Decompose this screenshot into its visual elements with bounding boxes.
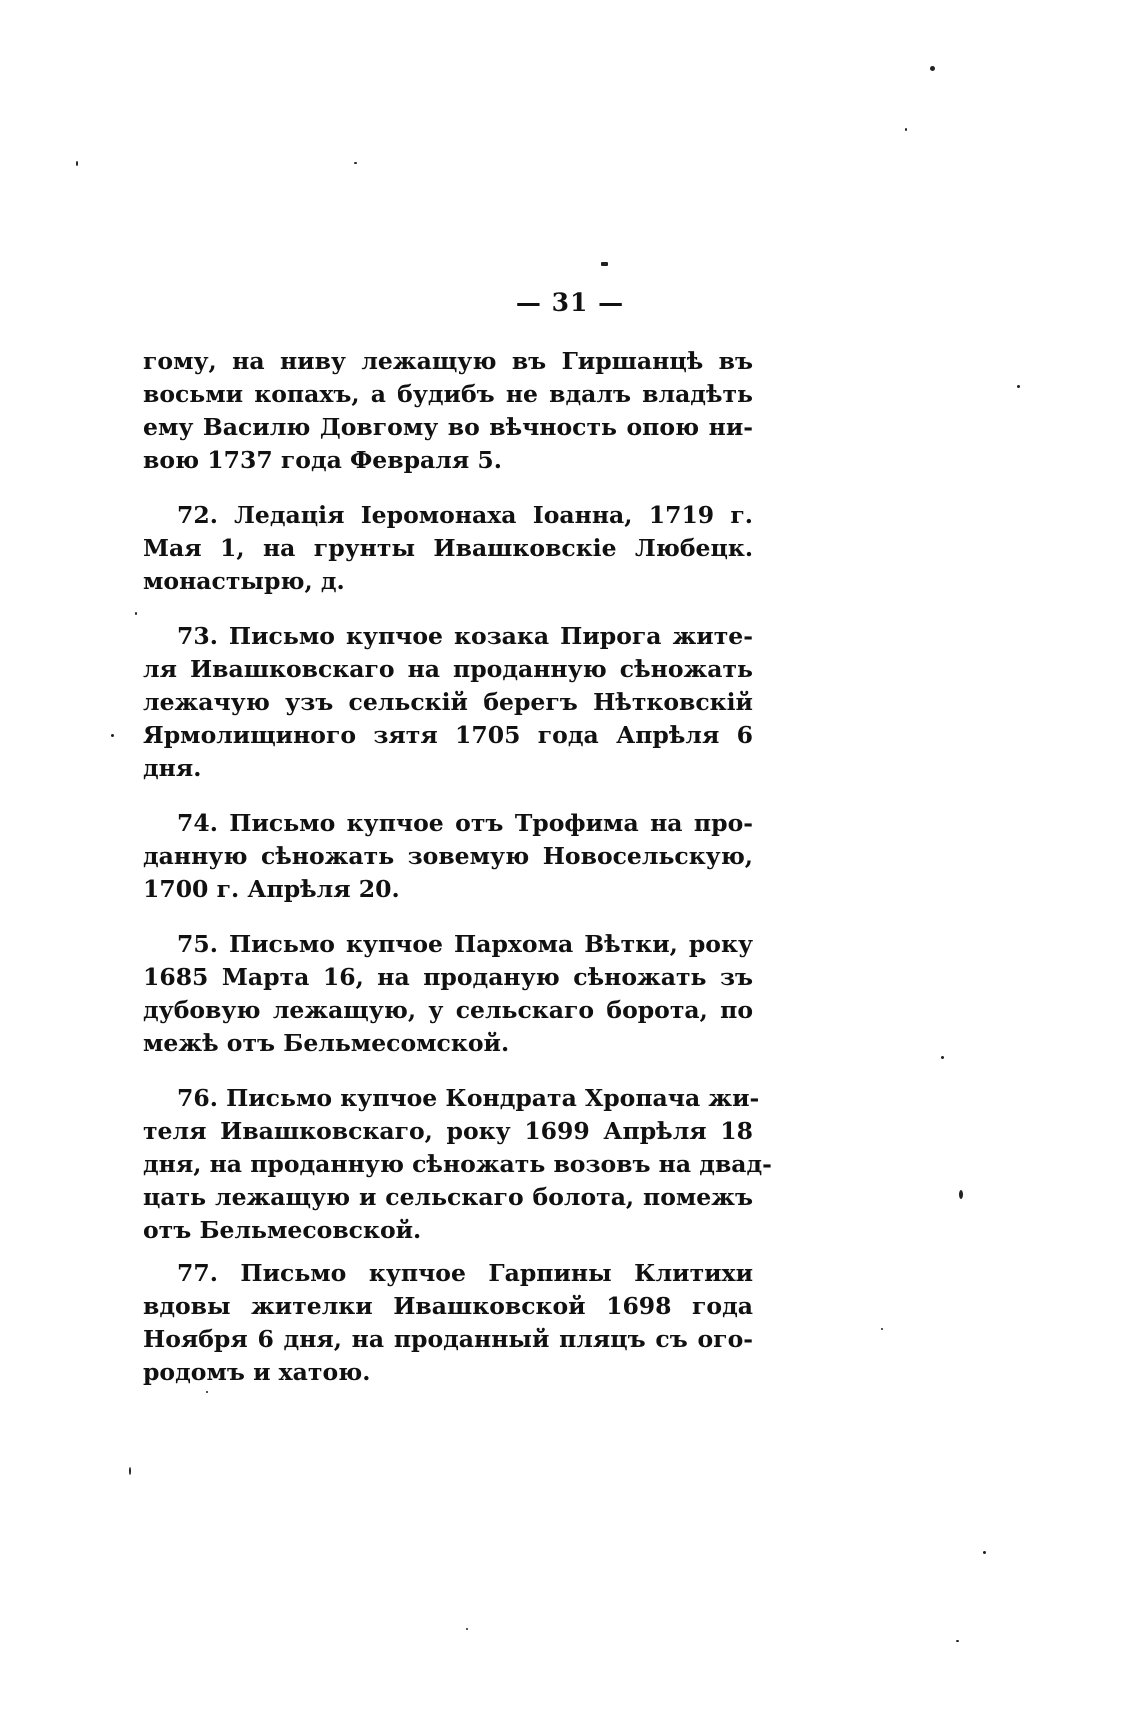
entry-77 bbox=[143, 1257, 753, 1389]
text-line: лежачую узъ сельскій берегъ Нѣтковскій bbox=[143, 688, 753, 716]
text-line: дня, на проданную сѣножать возовъ на двад- bbox=[143, 1150, 772, 1178]
text-line: цать лежащую и сельскаго болота, помежъ bbox=[143, 1183, 753, 1211]
text-line: 74. Письмо купчое отъ Трофима на про- bbox=[177, 809, 753, 837]
entry-73 bbox=[143, 620, 753, 785]
scan-speck bbox=[881, 1328, 883, 1330]
scan-speck bbox=[1017, 385, 1020, 388]
text-line: 73. Письмо купчое козака Пирога жите- bbox=[177, 622, 753, 650]
text-line: 77. Письмо купчое Гарпины Клитихи bbox=[177, 1259, 753, 1287]
text-line: 72. Ледація Іеромонаха Іоанна, 1719 г. bbox=[177, 501, 753, 529]
entry-74 bbox=[143, 807, 753, 906]
text-line: вдовы жителки Ивашковской 1698 года bbox=[143, 1292, 753, 1320]
text-line: ля Ивашковскаго на проданную сѣножать bbox=[143, 655, 753, 683]
text-line: Ноября 6 дня, на проданный пляцъ съ ого- bbox=[143, 1325, 753, 1353]
scan-speck bbox=[111, 734, 114, 737]
scan-speck bbox=[983, 1551, 986, 1554]
text-line: теля Ивашковскаго, року 1699 Апрѣля 18 bbox=[143, 1117, 753, 1145]
text-line: дня. bbox=[143, 754, 202, 782]
page-number: — 31 — bbox=[515, 288, 625, 317]
scan-speck bbox=[930, 66, 935, 71]
scan-speck bbox=[956, 1640, 959, 1642]
text-line: монастырю, д. bbox=[143, 567, 345, 595]
scan-speck bbox=[959, 1190, 963, 1199]
continuation-paragraph bbox=[143, 345, 753, 477]
scan-speck bbox=[466, 1628, 468, 1630]
entry-72 bbox=[143, 499, 753, 598]
scan-speck bbox=[941, 1056, 944, 1059]
text-line: отъ Бельмесовской. bbox=[143, 1216, 422, 1244]
text-line: дубовую лежащую, у сельскаго борота, по bbox=[143, 996, 753, 1024]
scan-speck bbox=[129, 1467, 131, 1475]
entry-76 bbox=[143, 1082, 772, 1247]
scan-speck bbox=[905, 128, 907, 131]
text-line: вою 1737 года Февраля 5. bbox=[143, 446, 502, 474]
text-line: родомъ и хатою. bbox=[143, 1358, 371, 1386]
scan-speck bbox=[76, 161, 78, 166]
text-line: восьми копахъ, а будибъ не вдалъ владѣть bbox=[143, 380, 753, 408]
text-line: межѣ отъ Бельмесомской. bbox=[143, 1029, 510, 1057]
text-line: 1685 Марта 16, на проданую сѣножать зъ bbox=[143, 963, 753, 991]
text-line: 75. Письмо купчое Пархома Вѣтки, року bbox=[177, 930, 753, 958]
text-line: ему Василю Довгому во вѣчность опою ни- bbox=[143, 413, 753, 441]
scan-speck bbox=[135, 612, 137, 615]
entry-75 bbox=[143, 928, 753, 1060]
text-line: 76. Письмо купчое Кондрата Хропача жи- bbox=[177, 1084, 760, 1112]
text-line: Ярмолищиного зятя 1705 года Апрѣля 6 bbox=[143, 721, 753, 749]
scan-speck bbox=[354, 162, 357, 164]
text-line: 1700 г. Апрѣля 20. bbox=[143, 875, 400, 903]
text-line: данную сѣножать зовемую Новосельскую, bbox=[143, 842, 753, 870]
text-line: гому, на ниву лежащую въ Гиршанцѣ въ bbox=[143, 347, 753, 375]
text-line: Мая 1, на грунты Ивашковскіе Любецк. bbox=[143, 534, 753, 562]
scan-speck bbox=[601, 262, 608, 266]
page-text bbox=[143, 345, 772, 1389]
scan-speck bbox=[206, 1391, 208, 1393]
